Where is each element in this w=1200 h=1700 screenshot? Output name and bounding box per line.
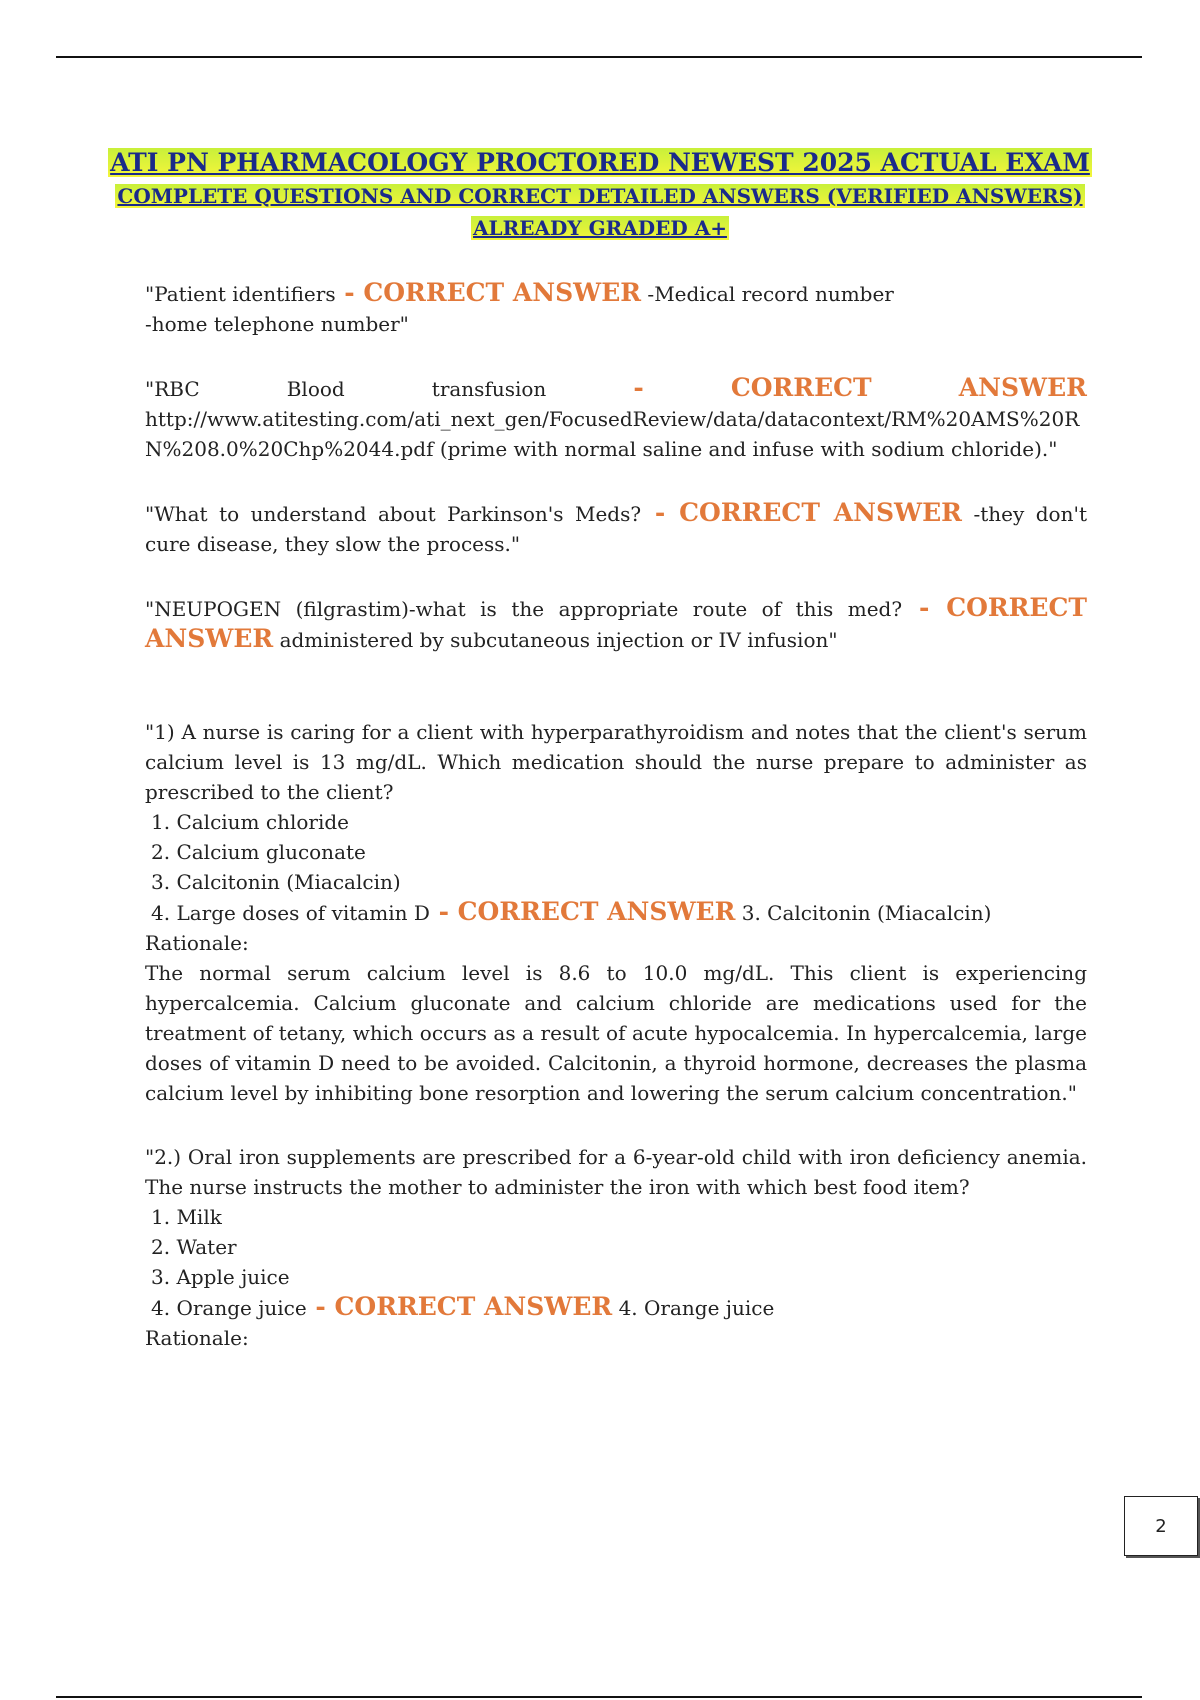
question-text: "NEUPOGEN (filgrastim)-what is the appropriate route of this med? <box>145 597 903 621</box>
answer-separator: - <box>641 498 680 527</box>
option-text: 4. Large doses of vitamin D <box>151 901 430 925</box>
answer-options <box>145 1202 1087 1323</box>
answer-separator: - <box>335 278 364 307</box>
answer-text: 4. Orange juice <box>612 1296 775 1320</box>
page-number: 2 <box>1155 1515 1167 1537</box>
qa-oral-iron <box>145 1142 1087 1353</box>
word: Blood <box>286 377 345 401</box>
answer-text: 3. Calcitonin (Miacalcin) <box>735 901 992 925</box>
qa-rbc-transfusion <box>145 373 1087 464</box>
correct-answer-label: CORRECT <box>730 373 872 402</box>
qa-patient-identifiers <box>145 278 1087 339</box>
option-item: 2. Water <box>151 1235 237 1259</box>
option-item: 3. Apple juice <box>151 1265 290 1289</box>
option-item <box>145 897 1087 928</box>
question-text: "What to understand about Parkinson's Meds? <box>145 502 642 526</box>
word: "RBC <box>145 377 200 401</box>
option-text: 4. Orange juice <box>151 1296 307 1320</box>
answer-separator: - <box>902 593 947 622</box>
top-rule <box>56 56 1142 58</box>
question-stem: "1) A nurse is caring for a client with hyperparathyroidism and notes that the client's serum calcium level is 13 mg/dL. Which medication should the nurse prepare to administer as prescribed to the client? <box>145 720 1087 804</box>
correct-answer-label: CORRECT ANSWER <box>457 897 736 926</box>
title-line-2: COMPLETE QUESTIONS AND CORRECT DETAILED ANSWERS (VERIFIED ANSWERS) <box>117 184 1083 208</box>
answer-text: (prime with normal saline and infuse with sodium chloride)." <box>433 437 1058 461</box>
question-stem: "2.) Oral iron supplements are prescribed for a 6-year-old child with iron deficiency anemia. The nurse instructs the mother to administer the iron with which best food item? <box>145 1145 1087 1199</box>
answer-separator: - <box>429 897 458 926</box>
bottom-rule <box>56 1696 1142 1698</box>
correct-answer-label: CORRECT ANSWER <box>679 498 962 527</box>
option-item: 2. Calcium gluconate <box>151 840 366 864</box>
qa-neupogen <box>145 593 1087 655</box>
title-line-3: ALREADY GRADED A+ <box>473 216 727 240</box>
answer-separator: - <box>633 373 644 402</box>
answer-text: -they don't cure disease, they slow the process." <box>145 502 1087 556</box>
answer-separator: - <box>306 1292 335 1321</box>
page-number-box <box>1124 1496 1198 1556</box>
rationale-label: Rationale: <box>145 1326 249 1350</box>
correct-answer-label: CORRECT ANSWER <box>334 1292 613 1321</box>
correct-answer-label: CORRECT ANSWER <box>145 593 1087 653</box>
answer-text: -Medical record number <box>641 282 894 306</box>
answer-text: administered by subcutaneous injection or IV infusion" <box>273 628 838 652</box>
question-text: "Patient identifiers <box>145 282 336 306</box>
option-item: 3. Calcitonin (Miacalcin) <box>151 870 401 894</box>
rationale-label: Rationale: <box>145 931 249 955</box>
document-body <box>145 278 1087 1353</box>
correct-answer-label: CORRECT ANSWER <box>363 278 642 307</box>
answer-options <box>145 807 1087 928</box>
qa-parkinsons-meds <box>145 498 1087 559</box>
qa-hyperparathyroidism <box>145 717 1087 1108</box>
correct-answer-label: ANSWER <box>958 373 1087 402</box>
question-line <box>145 373 1087 404</box>
answer-text-line-2: -home telephone number" <box>145 312 409 336</box>
option-item <box>145 1292 1087 1323</box>
document-title <box>0 146 1200 244</box>
option-item: 1. Calcium chloride <box>151 810 349 834</box>
option-item: 1. Milk <box>151 1205 222 1229</box>
reference-url: http://www.atitesting.com/ati_next_gen/FocusedReview/data/datacontext/RM%20AMS%20RN%208.0%20Chp%2044.pdf <box>145 407 1080 461</box>
rationale-text: The normal serum calcium level is 8.6 to 10.0 mg/dL. This client is experiencing hypercalcemia. Calcium gluconate and calcium chloride are medications used for the treatment of tetany, which occurs as a result of acute hypocalcemia. In hypercalcemia, large doses of vitamin D need to be avoided. Calcitonin, a thyroid hormone, decreases the plasma calcium level by inhibiting bone resorption and lowering the serum calcium concentration." <box>145 961 1087 1105</box>
title-line-1: ATI PN PHARMACOLOGY PROCTORED NEWEST 2025 ACTUAL EXAM <box>110 148 1090 177</box>
word: transfusion <box>431 377 547 401</box>
